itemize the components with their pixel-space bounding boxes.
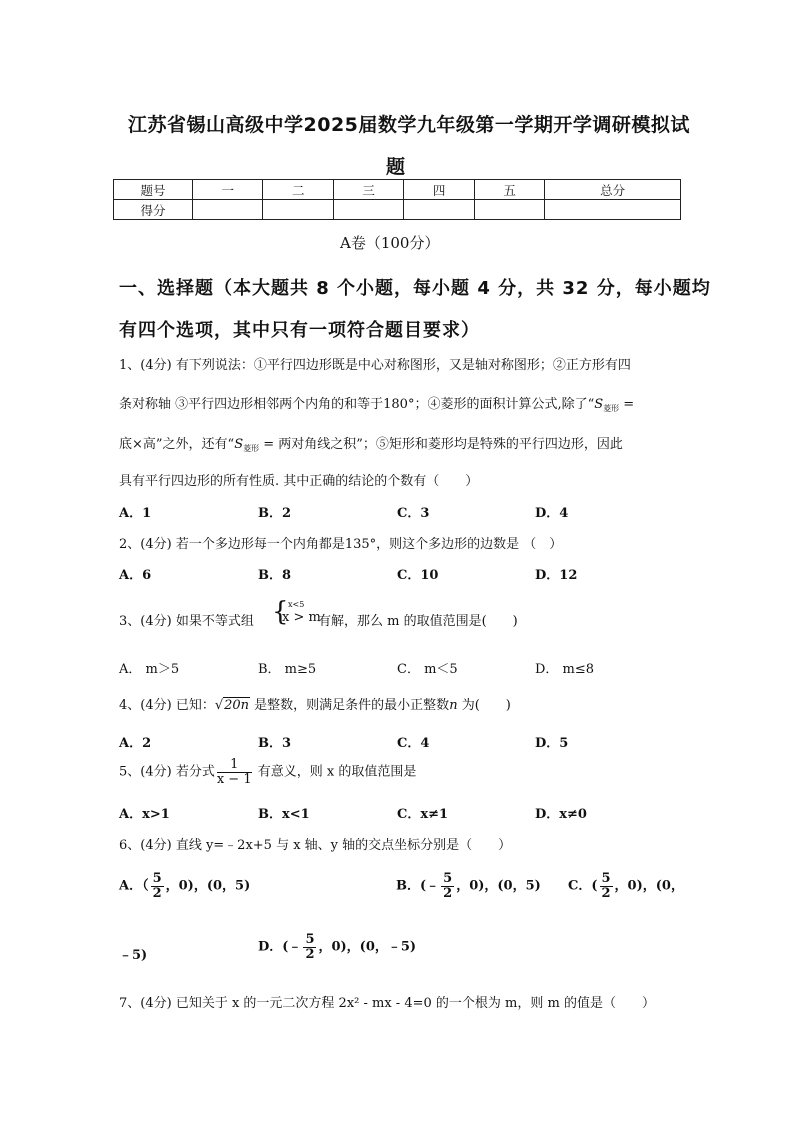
question-1-line1: 1、(4分) 有下列说法：①平行四边形既是中心对称图形，又是轴对称图形；②正方形有四 [119, 358, 631, 373]
score-entry-cell[interactable] [545, 200, 681, 220]
inequality-condition-1: x<5 [288, 600, 305, 609]
q4-option-b[interactable]: B．3 [258, 736, 292, 751]
option-tail: ，0)，(0，5) [456, 878, 541, 894]
question-5 [119, 758, 416, 786]
fraction-numerator: 5 [443, 871, 453, 886]
question-4 [119, 694, 511, 713]
q6-option-c-continued: ﹣5) [119, 948, 148, 963]
area-subscript: 菱形 [243, 444, 260, 453]
q2-option-a[interactable]: A．6 [119, 568, 152, 583]
q3-option-b[interactable]: B． m≥5 [258, 662, 317, 677]
option-label: D．(﹣ [258, 939, 302, 955]
table-cell: 三 [333, 180, 403, 200]
score-entry-cell[interactable] [404, 200, 474, 220]
q2-option-c[interactable]: C．10 [397, 568, 439, 583]
area-symbol: S [594, 397, 604, 412]
table-cell: 二 [263, 180, 333, 200]
score-entry-cell[interactable] [474, 200, 544, 220]
table-cell: 总分 [545, 180, 681, 200]
option-label: B．(﹣ [396, 878, 440, 894]
q5-option-b[interactable]: B．x<1 [258, 807, 310, 822]
option-label: C．( [568, 878, 598, 894]
section-heading-line2: 有四个选项，其中只有一项符合题目要求） [119, 320, 480, 341]
q6-option-b[interactable] [396, 872, 541, 900]
question-6: 6、(4分) 直线 y=﹣2x+5 与 x 轴、y 轴的交点坐标分别是（ ） [119, 838, 512, 853]
question-4-var: n [449, 698, 458, 713]
q5-option-d[interactable]: D．x≠0 [535, 807, 587, 822]
fraction [217, 758, 252, 786]
question-1-text: = 两对角线之积”；⑤矩形和菱形均是特殊的平行四边形，因此 [259, 437, 623, 452]
fraction-denominator: 2 [601, 885, 611, 901]
question-1-text: 底×高”之外，还有“ [119, 437, 235, 452]
table-cell: 五 [474, 180, 544, 200]
q6-option-d[interactable] [258, 933, 416, 961]
question-3-prefix: 3、(4分) 如果不等式组 [119, 614, 254, 629]
table-cell: 四 [404, 180, 474, 200]
fraction-numerator: 1 [217, 758, 252, 773]
q4-option-c[interactable]: C．4 [397, 736, 430, 751]
area-subscript: 菱形 [603, 404, 620, 413]
score-entry-cell[interactable] [263, 200, 333, 220]
question-5-prefix: 5、(4分) 若分式 [119, 764, 215, 780]
score-table [113, 179, 681, 220]
page-title-line2: 题 [386, 156, 406, 178]
q2-option-d[interactable]: D．12 [535, 568, 578, 583]
question-3 [119, 610, 254, 629]
area-symbol: S [234, 437, 244, 452]
q1-option-c[interactable]: C．3 [397, 506, 430, 521]
score-table-header-row [114, 180, 681, 200]
fraction-denominator: x − 1 [216, 771, 252, 787]
question-7: 7、(4分) 已知关于 x 的一元二次方程 2x² - mx - 4=0 的一个根为 m，则 m 的值是（ ） [119, 996, 655, 1011]
fraction [303, 933, 316, 961]
question-5-suffix: 有意义，则 x 的取值范围是 [253, 764, 417, 780]
q3-option-a[interactable]: A． m＞5 [119, 662, 180, 677]
question-1-text: = [619, 397, 635, 412]
q2-option-b[interactable]: B．8 [258, 568, 292, 583]
fraction [600, 872, 613, 900]
question-2: 2、(4分) 若一个多边形每一个内角都是135°，则这个多边形的边数是 （ ） [119, 537, 563, 552]
sqrt-radicand: 20n [224, 698, 250, 713]
option-tail: ，0)，(0，﹣5) [318, 939, 417, 955]
q1-option-d[interactable]: D．4 [535, 506, 569, 521]
question-4-prefix: 4、(4分) 已知： [119, 698, 215, 713]
table-cell: 一 [193, 180, 263, 200]
option-label: A．（ [119, 878, 149, 894]
fraction-denominator: 2 [152, 885, 162, 901]
question-1-text: 条对称轴 ③平行四边形相邻两个内角的和等于180°；④菱形的面积计算公式,除了“ [119, 397, 595, 412]
fraction-denominator: 2 [305, 946, 315, 962]
inequality-brace: { [272, 597, 289, 627]
inequality-condition-2: x > m [282, 610, 321, 625]
q4-option-d[interactable]: D．5 [535, 736, 569, 751]
score-entry-cell[interactable] [193, 200, 263, 220]
question-4-suffix: 为( ) [457, 698, 511, 713]
q1-option-a[interactable]: A．1 [119, 506, 152, 521]
fraction-denominator: 2 [443, 885, 453, 901]
option-tail: ，0)，(0， [614, 878, 684, 894]
table-cell: 题号 [114, 180, 193, 200]
table-cell: 得分 [114, 200, 193, 220]
fraction [151, 872, 164, 900]
q3-option-d[interactable]: D． m≤8 [535, 662, 595, 677]
q3-option-c[interactable]: C． m＜5 [397, 662, 458, 677]
page-title-line1: 江苏省锡山高级中学2025届数学九年级第一学期开学调研模拟试 [128, 114, 690, 136]
q6-option-c[interactable] [568, 872, 684, 900]
question-4-mid: 是整数，则满足条件的最小正整数 [250, 698, 450, 713]
option-tail: ，0)，(0，5) [165, 878, 251, 894]
score-table-score-row [114, 200, 681, 220]
question-1-line4: 具有平行四边形的所有性质. 其中正确的结论的个数有（ ） [119, 474, 479, 489]
fraction-numerator: 5 [305, 932, 315, 947]
question-1-line2 [119, 393, 634, 414]
q5-option-c[interactable]: C．x≠1 [397, 807, 449, 822]
q6-option-a[interactable] [119, 872, 250, 900]
q5-option-a[interactable]: A．x>1 [119, 807, 170, 822]
fraction-numerator: 5 [152, 871, 162, 886]
question-3-suffix: 有解，那么 m 的取值范围是( ) [318, 614, 518, 629]
sqrt-expression: √20n [214, 698, 250, 713]
q1-option-b[interactable]: B．2 [258, 506, 292, 521]
volume-a-heading: A卷（100分） [340, 234, 440, 252]
fraction [441, 872, 454, 900]
question-1-line3 [119, 433, 623, 454]
score-entry-cell[interactable] [333, 200, 403, 220]
section-heading-line1: 一、选择题（本大题共 8 个小题，每小题 4 分，共 32 分，每小题均 [119, 278, 711, 299]
fraction-numerator: 5 [601, 871, 611, 886]
q4-option-a[interactable]: A．2 [119, 736, 152, 751]
